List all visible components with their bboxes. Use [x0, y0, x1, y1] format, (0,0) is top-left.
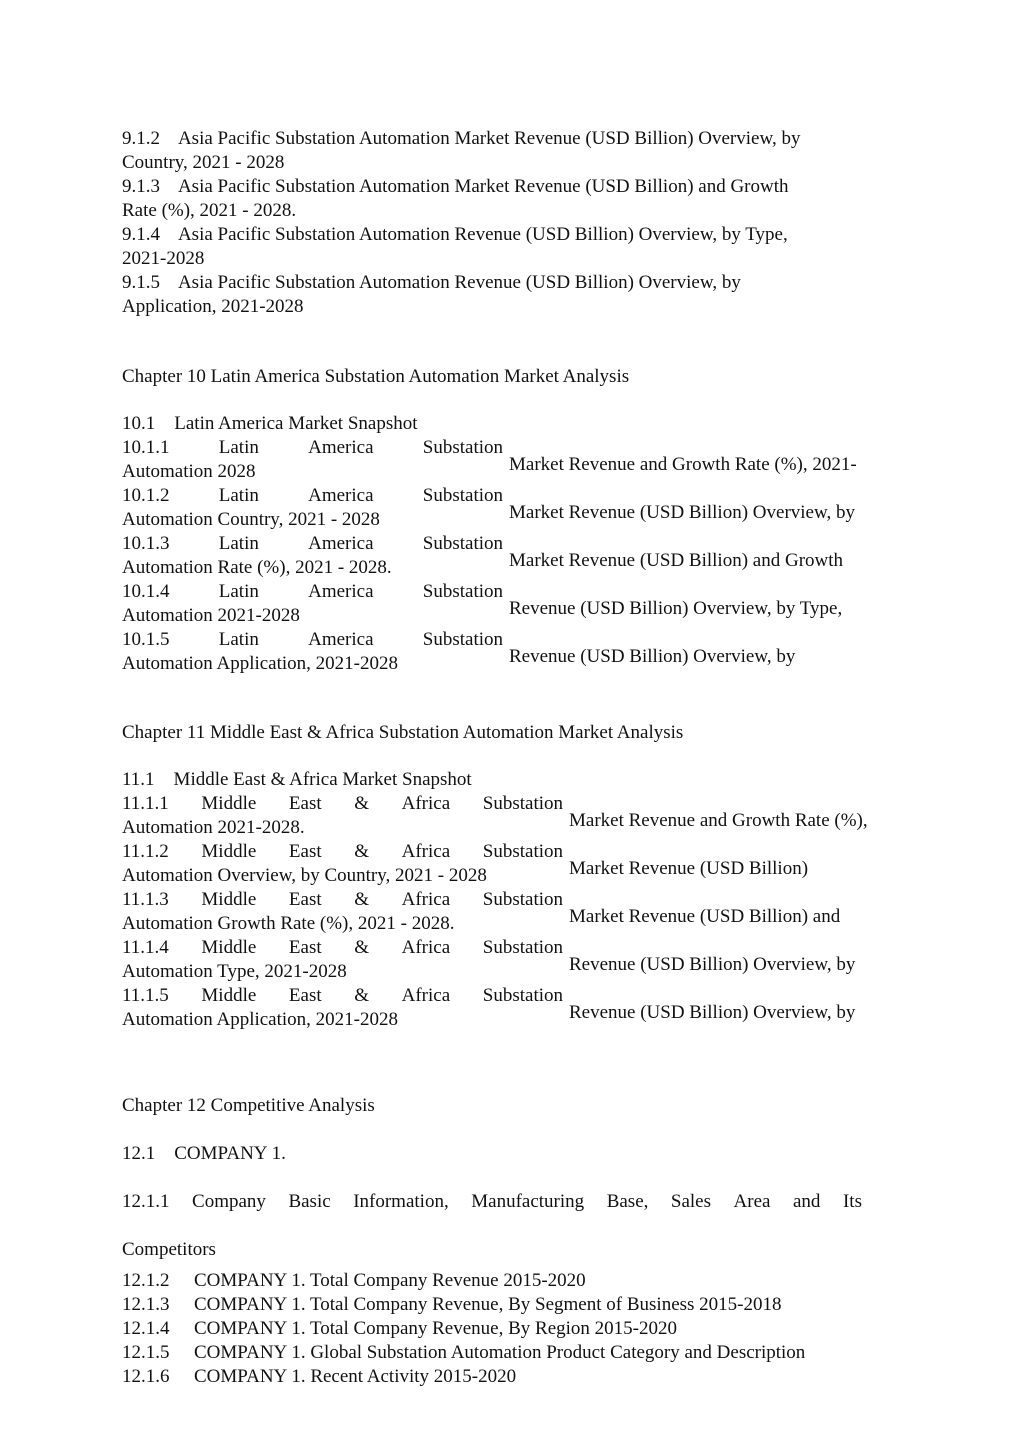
chapter-12-heading: Chapter 12 Competitive Analysis: [122, 1095, 375, 1116]
entry-number: 12.1.1: [122, 1191, 170, 1212]
entry-word: America: [308, 629, 374, 650]
toc-entry-12-1-3: [122, 1293, 782, 1317]
entry-word: Substation: [422, 485, 503, 506]
entry-number: 10.1.4: [122, 581, 170, 602]
entry-number: 11.1.1: [122, 793, 169, 814]
toc-entry-11-1-2: [122, 840, 563, 888]
entry-word: Latin: [218, 581, 259, 602]
entry-word: &: [354, 793, 370, 814]
entry-word: Africa: [401, 937, 451, 958]
toc-entry-11-1-3: [122, 888, 563, 936]
toc-line-9-1-3-cont: Rate (%), 2021 - 2028.: [122, 200, 297, 221]
toc-line-9-1-2-cont: Country, 2021 - 2028: [122, 152, 285, 173]
entry-word: &: [354, 937, 370, 958]
entry-word: &: [354, 889, 370, 910]
entry-left-continuation: Automation Application, 2021-2028: [122, 653, 399, 674]
toc-entry-11-1-3-right: Market Revenue (USD Billion) and: [569, 906, 841, 927]
entry-word: Substation: [482, 889, 563, 910]
entry-number: 11.1.2: [122, 841, 169, 862]
entry-word: Substation: [482, 937, 563, 958]
entry-text: COMPANY 1. Total Company Revenue 2015-2020: [194, 1270, 586, 1291]
chapter-10-heading: Chapter 10 Latin America Substation Automation Market Analysis: [122, 366, 630, 387]
entry-number: 10.1.1: [122, 437, 170, 458]
entry-number: 12.1.3: [122, 1294, 170, 1315]
entry-number: 12.1.2: [122, 1270, 170, 1291]
entry-word: East: [288, 937, 322, 958]
entry-number: 12.1.6: [122, 1366, 170, 1387]
toc-line-9-1-4-cont: 2021-2028: [122, 248, 205, 269]
entry-number: 10.1.3: [122, 533, 170, 554]
toc-entry-12-1-1: [122, 1190, 862, 1214]
entry-word: Its: [842, 1191, 862, 1212]
toc-line-11-1: 11.1 Middle East & Africa Market Snapshot: [122, 769, 472, 790]
entry-word: Middle: [201, 985, 257, 1006]
entry-word: East: [288, 985, 322, 1006]
entry-word: Base,: [606, 1191, 649, 1212]
toc-entry-12-1-6: [122, 1365, 516, 1389]
toc-entry-12-1-1-cont: Competitors: [122, 1239, 216, 1260]
toc-entry-10-1-5-right: Revenue (USD Billion) Overview, by: [509, 646, 796, 667]
toc-entry-11-1-5: [122, 984, 563, 1032]
entry-word: Middle: [201, 841, 257, 862]
entry-word: East: [288, 793, 322, 814]
toc-entry-12-1-5: [122, 1341, 805, 1365]
entry-word: Basic: [288, 1191, 331, 1212]
entry-number: 10.1.2: [122, 485, 170, 506]
entry-word: Middle: [201, 889, 257, 910]
entry-word: Substation: [422, 629, 503, 650]
entry-word: Substation: [482, 793, 563, 814]
entry-left-continuation: Automation Application, 2021-2028: [122, 1009, 399, 1030]
entry-word: Latin: [218, 533, 259, 554]
toc-entry-12-1-4: [122, 1317, 677, 1341]
entry-word: Company: [192, 1191, 266, 1212]
entry-word: Manufacturing: [471, 1191, 585, 1212]
entry-word: America: [308, 581, 374, 602]
entry-word: Latin: [218, 437, 259, 458]
toc-entry-11-1-2-right: Market Revenue (USD Billion): [569, 858, 809, 879]
toc-line-10-1: 10.1 Latin America Market Snapshot: [122, 413, 418, 434]
entry-word: &: [354, 841, 370, 862]
entry-text: COMPANY 1. Global Substation Automation Product Category and Description: [194, 1342, 806, 1363]
entry-word: America: [308, 485, 374, 506]
entry-word: East: [288, 889, 322, 910]
entry-left-continuation: Automation 2028: [122, 461, 256, 482]
toc-line-9-1-4: 9.1.4 Asia Pacific Substation Automation Revenue (USD Billion) Overview, by Type,: [122, 224, 788, 245]
toc-entry-11-1-4-right: Revenue (USD Billion) Overview, by: [569, 954, 856, 975]
entry-word: and: [793, 1191, 821, 1212]
entry-word: Information,: [353, 1191, 449, 1212]
toc-entry-11-1-1: [122, 792, 563, 840]
entry-text: COMPANY 1. Total Company Revenue, By Region 2015-2020: [194, 1318, 677, 1339]
entry-left-continuation: Automation Rate (%), 2021 - 2028.: [122, 557, 392, 578]
entry-word: Substation: [422, 581, 503, 602]
entry-word: Africa: [401, 841, 451, 862]
toc-line-9-1-5-cont: Application, 2021-2028: [122, 296, 304, 317]
entry-word: Africa: [401, 889, 451, 910]
toc-line-9-1-5: 9.1.5 Asia Pacific Substation Automation Revenue (USD Billion) Overview, by: [122, 272, 741, 293]
entry-word: America: [308, 533, 374, 554]
entry-word: Substation: [422, 533, 503, 554]
toc-line-9-1-2: 9.1.2 Asia Pacific Substation Automation Market Revenue (USD Billion) Overview, by: [122, 128, 801, 149]
entry-word: Latin: [218, 485, 259, 506]
entry-word: &: [354, 985, 370, 1006]
toc-entry-10-1-5: [122, 628, 503, 676]
toc-entry-10-1-2: [122, 484, 503, 532]
toc-entry-10-1-4-right: Revenue (USD Billion) Overview, by Type,: [509, 598, 843, 619]
entry-word: Substation: [482, 841, 563, 862]
entry-number: 11.1.5: [122, 985, 169, 1006]
entry-word: Middle: [201, 793, 257, 814]
entry-text: COMPANY 1. Total Company Revenue, By Segment of Business 2015-2018: [194, 1294, 782, 1315]
entry-word: Substation: [482, 985, 563, 1006]
toc-entry-11-1-4: [122, 936, 563, 984]
entry-word: Latin: [218, 629, 259, 650]
entry-number: 12.1.4: [122, 1318, 170, 1339]
entry-number: 12.1.5: [122, 1342, 170, 1363]
entry-word: Middle: [201, 937, 257, 958]
entry-left-continuation: Automation Country, 2021 - 2028: [122, 509, 380, 530]
toc-entry-10-1-4: [122, 580, 503, 628]
toc-entry-10-1-1-right: Market Revenue and Growth Rate (%), 2021-: [509, 454, 857, 475]
entry-number: 10.1.5: [122, 629, 170, 650]
entry-left-continuation: Automation 2021-2028: [122, 605, 300, 626]
entry-left-continuation: Automation 2021-2028.: [122, 817, 305, 838]
toc-entry-10-1-1: [122, 436, 503, 484]
entry-word: Substation: [422, 437, 503, 458]
entry-word: Sales: [670, 1191, 712, 1212]
entry-word: East: [288, 841, 322, 862]
entry-word: America: [308, 437, 374, 458]
entry-left-continuation: Automation Type, 2021-2028: [122, 961, 347, 982]
toc-line-9-1-3: 9.1.3 Asia Pacific Substation Automation Market Revenue (USD Billion) and Growth: [122, 176, 789, 197]
toc-entry-10-1-2-right: Market Revenue (USD Billion) Overview, by: [509, 502, 855, 523]
entry-word: Area: [733, 1191, 771, 1212]
entry-number: 11.1.3: [122, 889, 169, 910]
chapter-11-heading: Chapter 11 Middle East & Africa Substation Automation Market Analysis: [122, 722, 684, 743]
entry-word: Africa: [401, 793, 451, 814]
entry-number: 11.1.4: [122, 937, 169, 958]
entry-word: Africa: [401, 985, 451, 1006]
entry-left-continuation: Automation Overview, by Country, 2021 - 2028: [122, 865, 487, 886]
toc-line-12-1: 12.1 COMPANY 1.: [122, 1143, 286, 1164]
toc-entry-11-1-1-right: Market Revenue and Growth Rate (%),: [569, 810, 868, 831]
entry-text: COMPANY 1. Recent Activity 2015-2020: [194, 1366, 517, 1387]
toc-entry-10-1-3-right: Market Revenue (USD Billion) and Growth: [509, 550, 844, 571]
entry-left-continuation: Automation Growth Rate (%), 2021 - 2028.: [122, 913, 455, 934]
toc-entry-10-1-3: [122, 532, 503, 580]
toc-entry-11-1-5-right: Revenue (USD Billion) Overview, by: [569, 1002, 856, 1023]
toc-entry-12-1-2: [122, 1269, 586, 1293]
